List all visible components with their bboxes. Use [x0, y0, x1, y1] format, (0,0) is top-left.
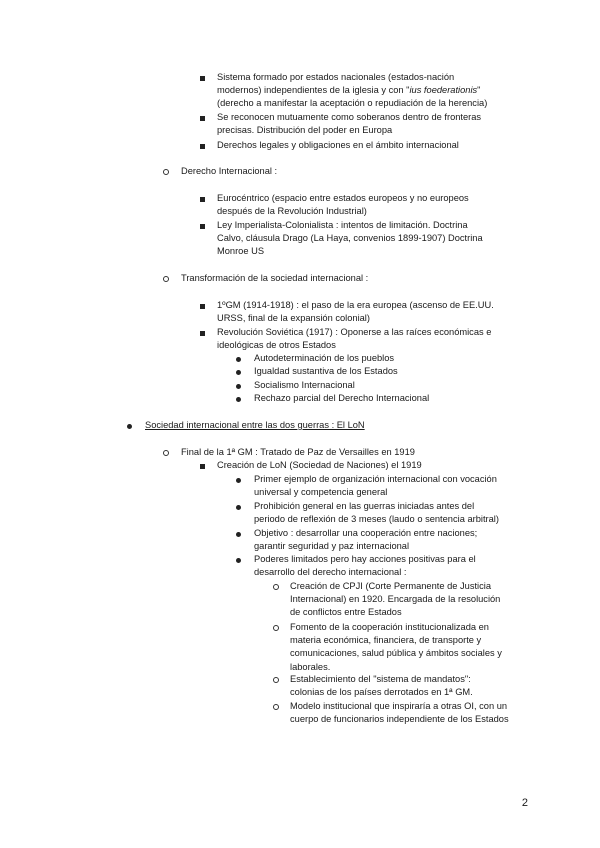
- text-line: cuerpo de funcionarios independiente de los Estados: [290, 714, 509, 725]
- text-line: 1ºGM (1914-1918) : el paso de la era europea (ascenso de EE.UU.: [217, 300, 494, 310]
- text-line: (derecho a manifestar la aceptación o repudiación de la herencia): [217, 98, 488, 109]
- text-line: Modelo institucional que inspiraría a otras OI, con un: [290, 701, 508, 711]
- list-item: [217, 139, 459, 152]
- text-line: de conflictos entre Estados: [290, 607, 402, 618]
- text-line: Creación de CPJI (Corte Permanente de Justicia: [290, 581, 492, 591]
- square-bullet-icon: [200, 300, 205, 313]
- dot-bullet-icon: [236, 528, 241, 541]
- text-line: garantir seguridad y paz internacional: [254, 541, 410, 552]
- text-line: Eurocéntrico (espacio entre estados europeos y no europeos: [217, 193, 469, 203]
- text-line: comunicaciones, salud pública y ámbitos sociales y: [290, 648, 502, 659]
- square-bullet-icon: [200, 327, 205, 340]
- list-item: [217, 299, 494, 325]
- list-item: [254, 527, 477, 553]
- text-line: Revolución Soviética (1917) : Oponerse a las raíces económicas e: [217, 327, 492, 337]
- list-item: [217, 71, 487, 111]
- text-line: Ley Imperialista-Colonialista : intentos de limitación. Doctrina: [217, 220, 468, 230]
- list-item: [290, 700, 509, 726]
- text-line: Prohibición general en las guerras iniciadas antes del: [254, 501, 475, 511]
- list-item: [217, 111, 481, 137]
- square-bullet-icon: [200, 460, 205, 473]
- text-line: laborales.: [290, 661, 331, 672]
- list-item: [290, 621, 502, 674]
- text-line: Transformación de la sociedad internacional :: [181, 273, 369, 283]
- square-bullet-icon: [200, 220, 205, 233]
- page-number: 2: [521, 797, 528, 809]
- list-item: Socialismo Internacional: [254, 380, 355, 390]
- square-bullet-icon: [200, 193, 205, 206]
- circle-bullet-icon: [163, 166, 169, 179]
- list-item: Rechazo parcial del Derecho Internacional: [254, 393, 430, 403]
- text-line: Fomento de la cooperación institucionalizada en: [290, 622, 489, 632]
- square-bullet-icon: [200, 72, 205, 85]
- list-item-heading: [181, 165, 277, 178]
- list-item: [254, 473, 497, 499]
- square-bullet-icon: [200, 140, 205, 153]
- circle-bullet-icon: [273, 701, 279, 714]
- text-line: Sistema formado por estados nacionales (estados-nación: [217, 72, 455, 82]
- dot-bullet-icon: [236, 380, 241, 393]
- list-item: [254, 553, 476, 579]
- section-heading-link[interactable]: Sociedad internacional entre las dos guerras : El LoN: [145, 420, 365, 430]
- text-line: Se reconocen mutuamente como soberanos dentro de fronteras: [217, 112, 482, 122]
- circle-bullet-icon: [163, 273, 169, 286]
- list-item: [290, 580, 500, 620]
- list-item: [217, 219, 483, 259]
- text-line: Poderes limitados pero hay acciones positivas para el: [254, 554, 476, 564]
- square-bullet-icon: [200, 112, 205, 125]
- list-item: [217, 326, 491, 352]
- dot-bullet-icon: [236, 474, 241, 487]
- text-line: periodo de reflexión de 3 meses (laudo o sentencia arbitral): [254, 514, 499, 525]
- text-line: universal y competencia general: [254, 487, 388, 498]
- text-line: URSS, final de la expansión colonial): [217, 313, 370, 324]
- text-line: colonias de los países derrotados en 1ª GM.: [290, 687, 473, 698]
- text-line: materia económica, financiera, de transporte y: [290, 635, 482, 646]
- text-line: después de la Revolución Industrial): [217, 206, 367, 217]
- text-line: ideológicas de otros Estados: [217, 340, 336, 351]
- circle-bullet-icon: [163, 447, 169, 460]
- list-item: Autodeterminación de los pueblos: [254, 353, 395, 363]
- list-item: [217, 192, 469, 218]
- text-line: Derecho Internacional :: [181, 166, 278, 176]
- dot-bullet-icon: [236, 366, 241, 379]
- dot-bullet-icon: [236, 353, 241, 366]
- dot-bullet-icon: [127, 420, 132, 433]
- dot-bullet-icon: [236, 393, 241, 406]
- list-item-heading: Final de la 1ª GM : Tratado de Paz de Versailles en 1919: [181, 447, 415, 457]
- text-line: Primer ejemplo de organización internacional con vocación: [254, 474, 497, 484]
- text-line: Derechos legales y obligaciones en el ámbito internacional: [217, 140, 459, 150]
- text-line: Internacional) en 1920. Encargada de la resolución: [290, 594, 501, 605]
- list-item: [290, 673, 473, 699]
- text-line: Monroe US: [217, 246, 265, 257]
- dot-bullet-icon: [236, 554, 241, 567]
- text-line: precisas. Distribución del poder en Europa: [217, 125, 393, 136]
- dot-bullet-icon: [236, 501, 241, 514]
- list-item-heading: [181, 272, 368, 285]
- text-line: Establecimiento del "sistema de mandatos":: [290, 674, 471, 684]
- circle-bullet-icon: [273, 622, 279, 635]
- list-item: Igualdad sustantiva de los Estados: [254, 366, 398, 376]
- text-line: modernos) independientes de la iglesia y con "ius foederationis": [217, 85, 481, 96]
- text-line: Calvo, cláusula Drago (La Haya, convenios 1899-1907) Doctrina: [217, 233, 483, 244]
- list-item: Creación de LoN (Sociedad de Naciones) el 1919: [217, 460, 422, 470]
- text-line: Objetivo : desarrollar una cooperación entre naciones;: [254, 528, 478, 538]
- text-line: desarrollo del derecho internacional :: [254, 567, 407, 578]
- circle-bullet-icon: [273, 581, 279, 594]
- list-item: [254, 500, 499, 526]
- circle-bullet-icon: [273, 674, 279, 687]
